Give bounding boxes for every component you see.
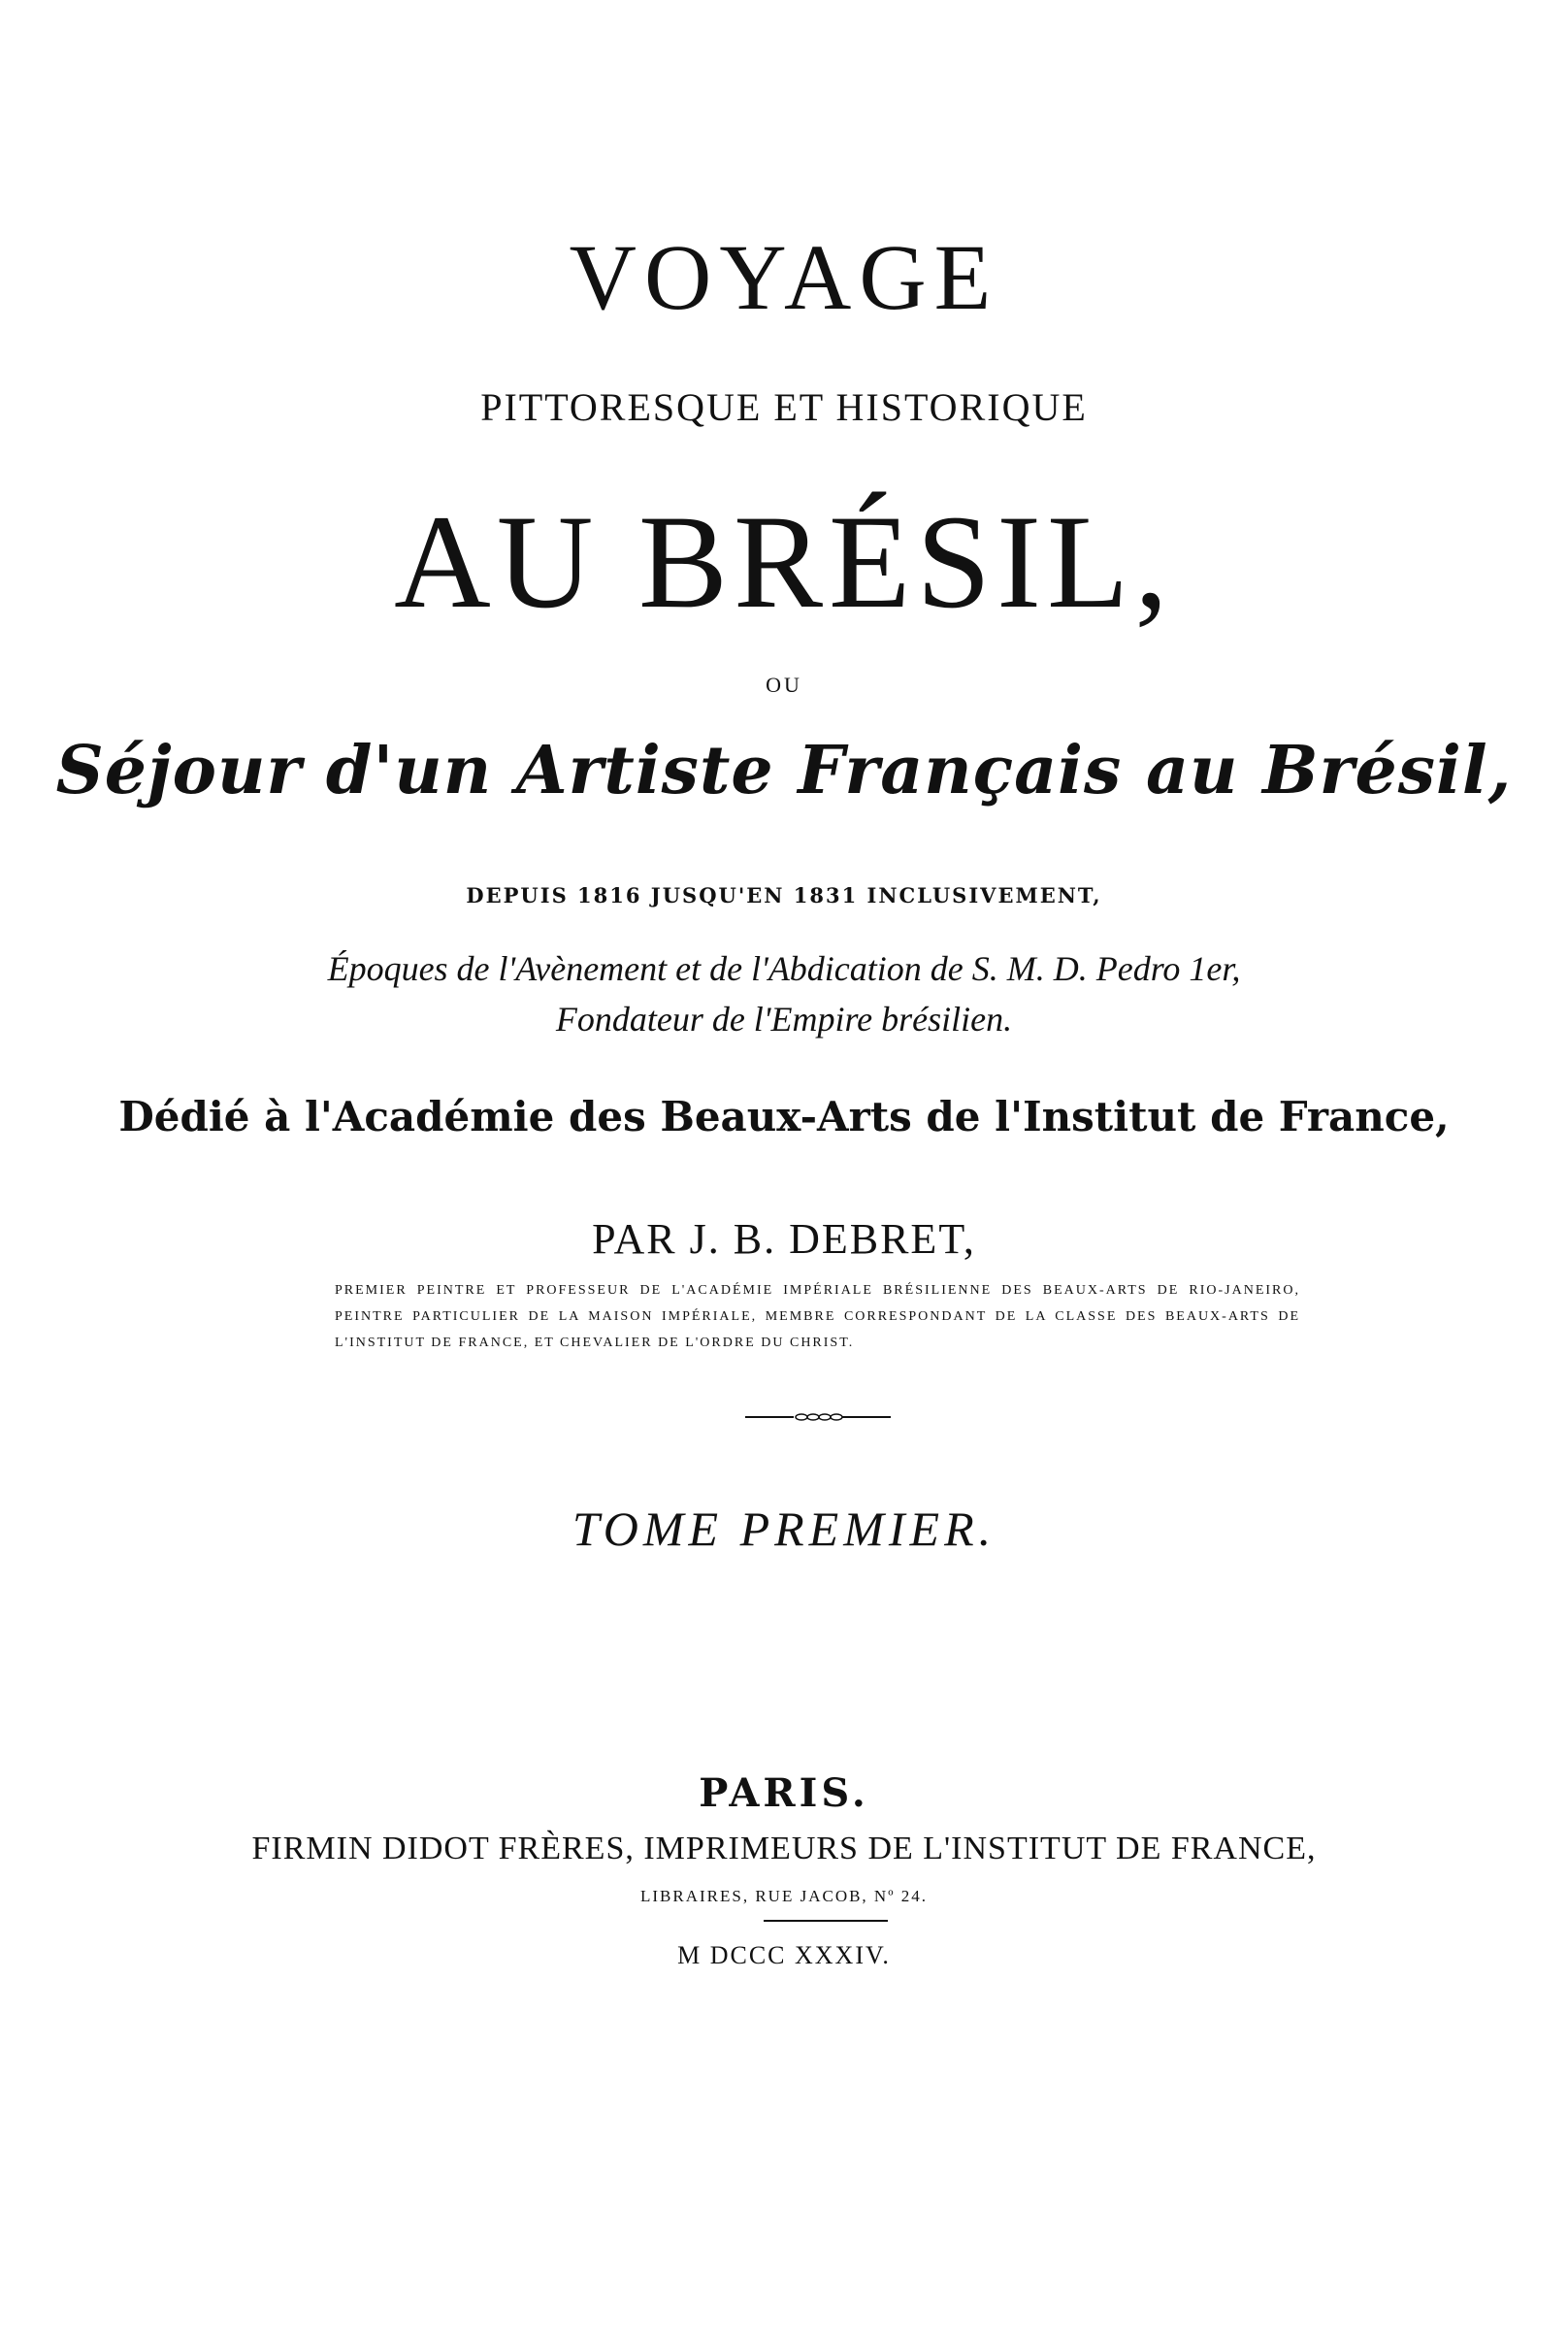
imprint-year: M DCCC XXXIV. [677,1941,891,1969]
title-voyage: VOYAGE [569,225,999,329]
alternate-title: Séjour d'un Artiste Français au Brésil, [55,732,1513,809]
imprint-city: PARIS. [699,1770,869,1816]
period-line: DEPUIS 1816 JUSQU'EN 1831 INCLUSIVEMENT, [466,883,1102,908]
author-credentials: PREMIER PEINTRE ET PROFESSEUR DE L'ACADÉMIE IMPÉRIALE BRÉSILIENNE DES BEAUX-ARTS DE RIO-JANEIRO, PEINTRE PARTICULIER DE LA MAISON IMPÉRIALE, MEMBRE CORRESPONDANT DE LA CLASSE DES BEAUX-ARTS DE L'INSTITUT DE FRANCE, ET CHEVALIER DE L'ORDRE DU CHRIST. [335,1283,1300,1350]
connector-ou: OU [766,673,802,697]
epoch-line-1: Époques de l'Avènement et de l'Abdication de S. M. D. Pedro 1er, [327,949,1241,988]
main-title: AU BRÉSIL, [394,487,1174,636]
subtitle: PITTORESQUE ET HISTORIQUE [480,385,1088,429]
volume-label: TOME PREMIER. [572,1502,996,1556]
ornament-divider-icon [745,1411,891,1423]
divider-rule [764,1920,888,1922]
epoch-line-2: Fondateur de l'Empire brésilien. [555,1000,1013,1039]
author: PAR J. B. DEBRET, [592,1215,976,1263]
dedication: Dédié à l'Académie des Beaux-Arts de l'Institut de France, [118,1093,1450,1140]
imprint-publisher: FIRMIN DIDOT FRÈRES, IMPRIMEURS DE L'INSTITUT DE FRANCE, [251,1831,1317,1866]
imprint-address: LIBRAIRES, RUE JACOB, Nº 24. [640,1887,928,1905]
